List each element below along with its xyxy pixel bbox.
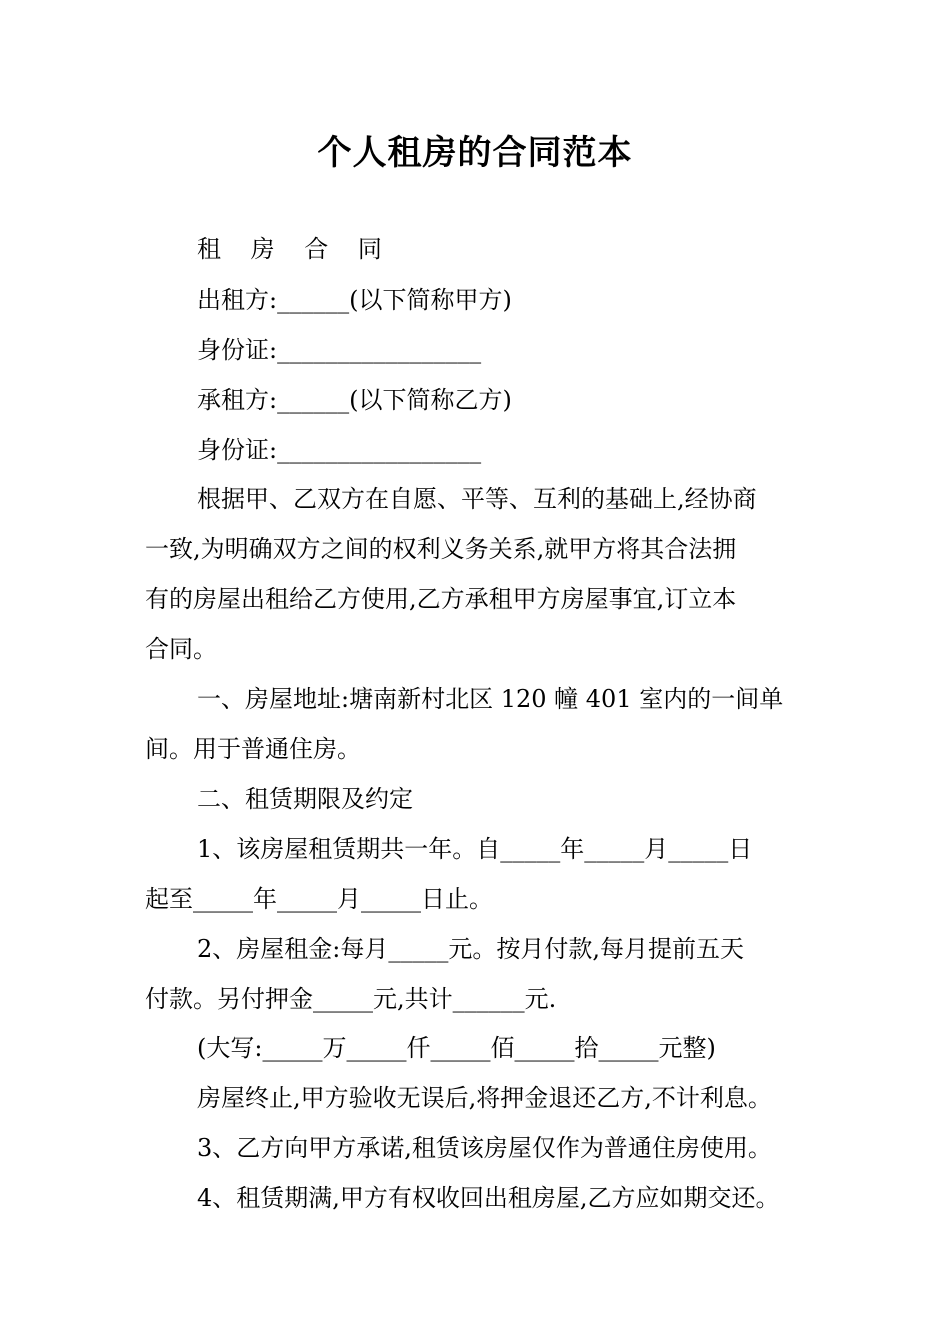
paragraph-line: 合同。 — [145, 635, 217, 663]
paragraph-line: (大写:_____万_____仟_____佰_____拾_____元整) — [197, 1034, 716, 1062]
lessor-id-line: 身份证:_________________ — [197, 336, 482, 364]
paragraph-line: 1、该房屋租赁期共一年。自_____年_____月_____日 — [197, 835, 753, 863]
paragraph-line: 间。用于普通住房。 — [145, 735, 361, 763]
paragraph-line: 付款。另付押金_____元,共计______元. — [145, 985, 557, 1013]
paragraph-line: 3、乙方向甲方承诺,租赁该房屋仅作为普通住房使用。 — [197, 1134, 772, 1162]
paragraph-line: 2、房屋租金:每月_____元。按月付款,每月提前五天 — [197, 935, 744, 963]
paragraph-line: 房屋终止,甲方验收无误后,将押金退还乙方,不计利息。 — [197, 1084, 772, 1112]
paragraph-line: 有的房屋出租给乙方使用,乙方承租甲方房屋事宜,订立本 — [145, 585, 737, 613]
section-heading: 二、租赁期限及约定 — [197, 785, 413, 813]
paragraph-line: 4、租赁期满,甲方有权收回出租房屋,乙方应如期交还。 — [197, 1184, 780, 1212]
paragraph-line: 一致,为明确双方之间的权利义务关系,就甲方将其合法拥 — [145, 535, 737, 563]
lessee-id-line: 身份证:_________________ — [197, 436, 482, 464]
lessee-line: 承租方:______(以下简称乙方) — [197, 386, 512, 414]
document-title: 个人租房的合同范本 — [317, 133, 633, 173]
paragraph-line: 一、房屋地址:塘南新村北区 120 幢 401 室内的一间单 — [197, 685, 784, 713]
contract-heading: 租 房 合 同 — [197, 235, 393, 263]
lessor-line: 出租方:______(以下简称甲方) — [197, 286, 512, 314]
paragraph-line: 起至_____年_____月_____日止。 — [145, 885, 493, 913]
paragraph-line: 根据甲、乙双方在自愿、平等、互利的基础上,经协商 — [197, 485, 757, 513]
